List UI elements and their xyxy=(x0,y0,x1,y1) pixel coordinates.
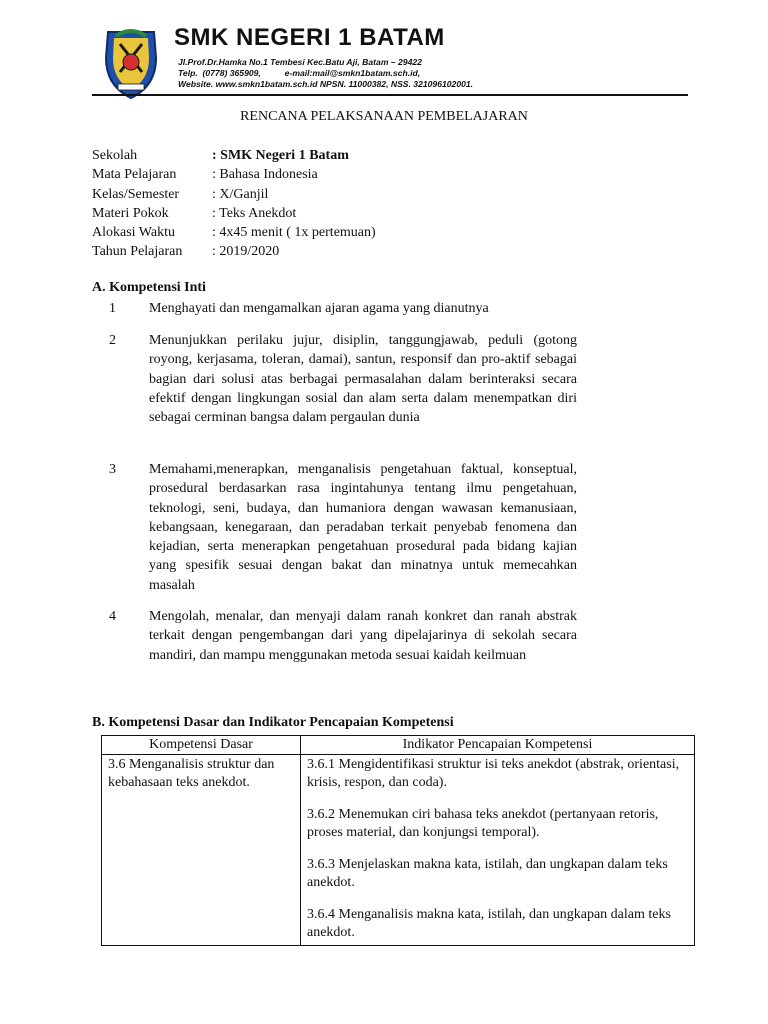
ki-number: 3 xyxy=(109,462,116,477)
identity-label: Materi Pokok xyxy=(92,205,169,221)
school-name: SMK NEGERI 1 BATAM xyxy=(174,24,445,51)
identity-label: Tahun Pelajaran xyxy=(92,244,183,260)
ki-item-2 xyxy=(109,331,577,427)
identity-row xyxy=(92,204,376,223)
identity-label: Sekolah xyxy=(92,148,138,163)
ki-text: Mengolah, menalar, dan menyaji dalam ranah konkret dan ranah abstrak terkait dengan pengembangan dari yang dipelajarinya di sekolah secara mandiri, dan mampu menggunakan metoda sesuai kaidah keilmuan xyxy=(149,609,577,663)
ki-number: 2 xyxy=(109,333,116,348)
indicator-cell xyxy=(301,755,695,946)
identity-value: : Bahasa Indonesia xyxy=(212,167,318,183)
identity-label: Alokasi Waktu xyxy=(92,225,175,241)
table-row xyxy=(102,755,695,946)
identity-row xyxy=(92,165,376,184)
school-logo-icon xyxy=(100,28,162,100)
identity-label: Mata Pelajaran xyxy=(92,167,177,183)
identity-block xyxy=(92,146,376,262)
indicator-item: 3.6.1 Mengidentifikasi struktur isi teks anekdot (abstrak, orientasi, krisis, respon, dan coda). xyxy=(307,757,680,790)
document-title: RENCANA PELAKSANAAN PEMBELAJARAN xyxy=(240,109,528,124)
ki-item-1 xyxy=(109,299,577,318)
section-a-title: A. Kompetensi Inti xyxy=(92,280,206,295)
table-header-row xyxy=(102,736,695,755)
section-b-title: B. Kompetensi Dasar dan Indikator Pencapaian Kompetensi xyxy=(92,715,454,730)
ki-item-3 xyxy=(109,460,577,595)
school-address: Jl.Prof.Dr.Hamka No.1 Tembesi Kec.Batu Aji, Batam – 29422 xyxy=(178,57,422,67)
school-website: Website. www.smkn1batam.sch.id NPSN. 11000382, NSS. 321096102001. xyxy=(178,79,474,89)
indicator-item: 3.6.3 Menjelaskan makna kata, istilah, dan ungkapan dalam teks anekdot. xyxy=(307,857,668,890)
column-header-kd: Kompetensi Dasar xyxy=(102,736,301,755)
identity-row xyxy=(92,223,376,242)
identity-value: : 4x45 menit ( 1x pertemuan) xyxy=(212,225,376,241)
identity-value: : Teks Anekdot xyxy=(212,205,297,221)
indicator-item: 3.6.2 Menemukan ciri bahasa teks anekdot (pertanyaan retoris, proses material, dan konjungsi temporal). xyxy=(307,807,659,840)
ki-text: Memahami,menerapkan, menganalisis pengetahuan faktual, konseptual, prosedural berdasarkan rasa ingintahunya tentang ilmu pengetahuan, teknologi, seni, budaya, dan humaniora dengan wawasan kemanusiaan, kebangsaan, kenegaraan, dan peradaban terkait penyebab fenomena dan kejadian, serta menerapkan pengetahuan prosedural pada bidang kajian yang spesifik sesuai dengan bakat dan minatnya untuk memecahkan masalah xyxy=(149,462,577,593)
kd-cell: 3.6 Menganalisis struktur dan kebahasaan teks anekdot. xyxy=(102,755,301,946)
ki-text: Menunjukkan perilaku jujur, disiplin, tanggungjawab, peduli (gotong royong, kerjasama, toleran, damai), santun, responsif dan pro-aktif sebagai bagian dari solusi atas berbagai permasalahan dalam berinteraksi secara efektif dengan lingkungan sosial dan alam serta dalam menempatkan diri sebagai cerminan bangsa dalam pergaulan dunia xyxy=(149,333,577,426)
ki-number: 4 xyxy=(109,609,116,624)
letterhead xyxy=(92,22,688,96)
identity-row xyxy=(92,242,376,261)
school-contact: Telp. (0778) 365909, e-mail:mail@smkn1batam.sch.id, xyxy=(178,68,421,78)
identity-value: : X/Ganjil xyxy=(212,186,269,202)
competency-table xyxy=(101,735,695,946)
indicator-item: 3.6.4 Menganalisis makna kata, istilah, dan ungkapan dalam teks anekdot. xyxy=(307,907,671,940)
identity-value: : 2019/2020 xyxy=(212,244,280,260)
identity-row xyxy=(92,146,376,165)
header-divider xyxy=(92,94,688,96)
ki-item-4 xyxy=(109,607,577,665)
column-header-ipk: Indikator Pencapaian Kompetensi xyxy=(301,736,695,755)
identity-value: : SMK Negeri 1 Batam xyxy=(212,148,349,163)
identity-label: Kelas/Semester xyxy=(92,186,180,202)
identity-row xyxy=(92,185,376,204)
ki-number: 1 xyxy=(109,301,116,316)
ki-text: Menghayati dan mengamalkan ajaran agama yang dianutnya xyxy=(149,301,489,316)
